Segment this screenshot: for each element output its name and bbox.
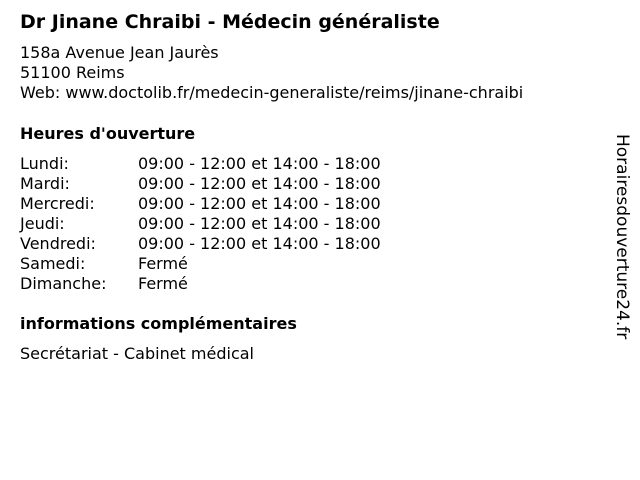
address-web: Web: www.doctolib.fr/medecin-generaliste/reims/jinane-chraibi xyxy=(20,83,524,102)
day-label: Jeudi: xyxy=(20,214,65,233)
additional-info-text: Secrétariat - Cabinet médical xyxy=(20,344,254,363)
day-label: Mardi: xyxy=(20,174,70,193)
hours-row-mercredi xyxy=(20,194,381,214)
address-block xyxy=(20,43,523,103)
site-watermark: Horairesdouverture24.fr xyxy=(612,134,632,340)
address-city: 51100 Reims xyxy=(20,63,125,82)
day-label: Mercredi: xyxy=(20,194,95,213)
day-hours: 09:00 - 12:00 et 14:00 - 18:00 xyxy=(138,234,381,253)
hours-row-mardi xyxy=(20,174,381,194)
day-hours: 09:00 - 12:00 et 14:00 - 18:00 xyxy=(138,194,381,213)
day-hours: Fermé xyxy=(138,274,188,293)
day-hours: 09:00 - 12:00 et 14:00 - 18:00 xyxy=(138,174,381,193)
hours-row-vendredi xyxy=(20,234,381,254)
opening-hours-heading: Heures d'ouverture xyxy=(20,124,196,143)
hours-row-dimanche xyxy=(20,274,381,294)
hours-row-samedi xyxy=(20,254,381,274)
day-label: Lundi: xyxy=(20,154,69,173)
day-label: Dimanche: xyxy=(20,274,107,293)
day-hours: 09:00 - 12:00 et 14:00 - 18:00 xyxy=(138,154,381,173)
additional-info-heading: informations complémentaires xyxy=(20,314,297,333)
page-title: Dr Jinane Chraibi - Médecin généraliste xyxy=(20,11,440,33)
day-hours: Fermé xyxy=(138,254,188,273)
opening-hours-table xyxy=(20,154,381,294)
address-street: 158a Avenue Jean Jaurès xyxy=(20,43,219,62)
day-label: Vendredi: xyxy=(20,234,96,253)
day-label: Samedi: xyxy=(20,254,86,273)
day-hours: 09:00 - 12:00 et 14:00 - 18:00 xyxy=(138,214,381,233)
hours-row-jeudi xyxy=(20,214,381,234)
hours-row-lundi xyxy=(20,154,381,174)
